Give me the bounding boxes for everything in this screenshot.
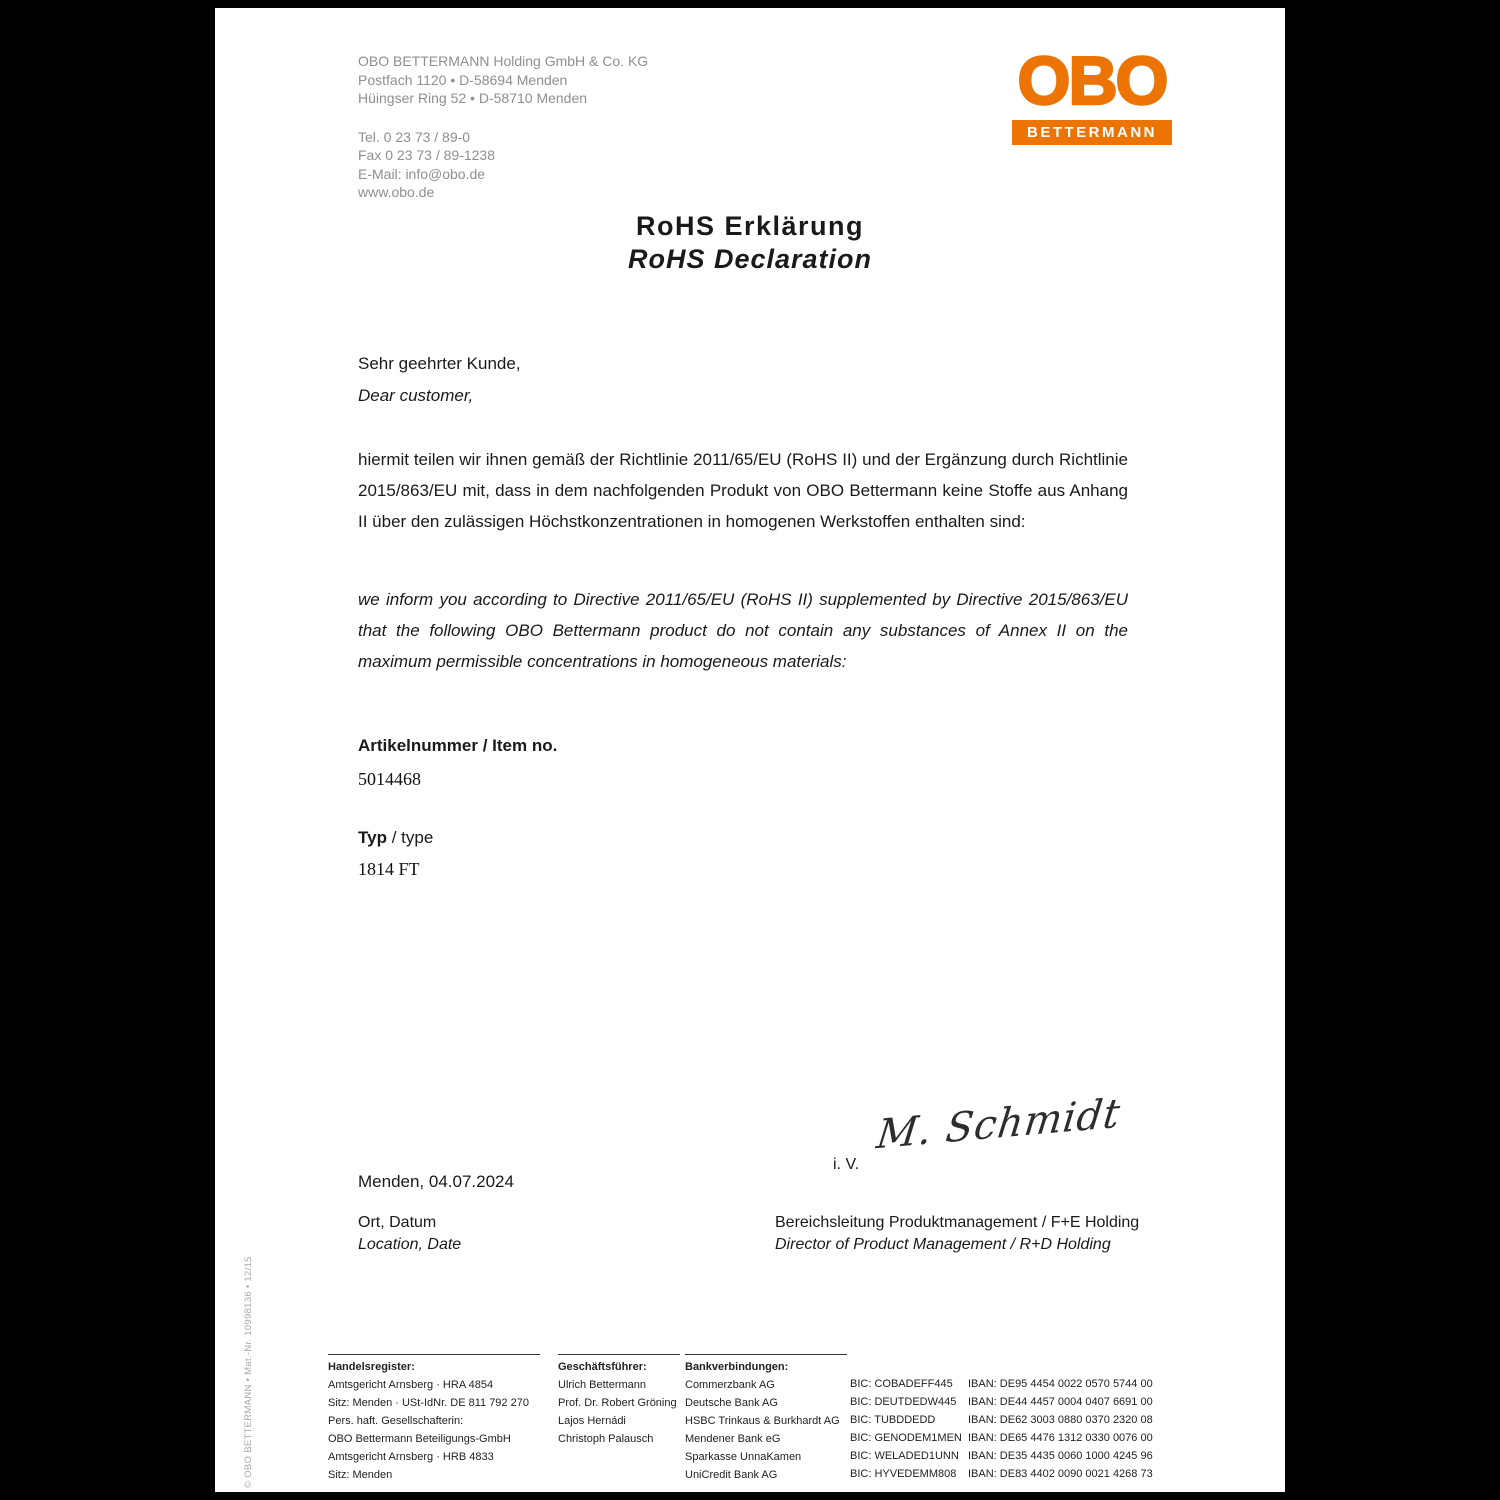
footer-management-header: Geschäftsführer: bbox=[558, 1354, 680, 1376]
sender-fax: Fax 0 23 73 / 89-1238 bbox=[358, 147, 495, 163]
type-label-german: Typ bbox=[358, 828, 387, 847]
sender-email: E-Mail: info@obo.de bbox=[358, 165, 486, 182]
spacer bbox=[358, 108, 648, 128]
sender-address-block bbox=[358, 52, 648, 202]
place-date-label-german: Ort, Datum bbox=[358, 1214, 437, 1231]
footer-bank-bic: BIC: HYVEDEMM808 bbox=[850, 1468, 957, 1480]
sender-website: www.obo.de bbox=[358, 184, 435, 200]
type-label bbox=[358, 828, 433, 848]
footer-iban-column bbox=[968, 1375, 1168, 1483]
footer-bank-bic: BIC: GENODEM1MEN bbox=[850, 1432, 962, 1444]
footer-banking-header: Bankverbindungen: bbox=[685, 1354, 847, 1376]
document-page bbox=[215, 8, 1285, 1492]
salutation-english: Dear customer, bbox=[358, 386, 474, 405]
item-number-value: 5014468 bbox=[358, 769, 421, 789]
footer-register-line: OBO Bettermann Beteiligungs-GmbH bbox=[328, 1433, 511, 1445]
type-label-english: type bbox=[401, 828, 434, 847]
footer-bank-bic: BIC: WELADED1UNN bbox=[850, 1450, 959, 1462]
logo-wordmark: OBO bbox=[1017, 43, 1167, 119]
place-and-date: Menden, 04.07.2024 bbox=[358, 1172, 514, 1191]
type-label-separator: / bbox=[386, 828, 402, 847]
footer-bank-name: Commerzbank AG bbox=[685, 1379, 775, 1391]
title-german: RoHS Erklärung bbox=[635, 211, 865, 241]
footer-register-header: Handelsregister: bbox=[328, 1354, 540, 1376]
footer-bank-name: UniCredit Bank AG bbox=[685, 1469, 778, 1481]
footer-register-line: Pers. haft. Gesellschafterin: bbox=[328, 1415, 464, 1427]
title-english: RoHS Declaration bbox=[627, 244, 873, 274]
item-number-label: Artikelnummer / Item no. bbox=[358, 736, 558, 755]
footer-bank-bic: BIC: DEUTDEDW445 bbox=[850, 1396, 957, 1408]
obo-bettermann-logo bbox=[1012, 43, 1172, 145]
footer-management-line: Ulrich Bettermann bbox=[558, 1379, 647, 1391]
footer-bank-name: Deutsche Bank AG bbox=[685, 1397, 778, 1409]
document-title bbox=[215, 210, 1285, 276]
footer-register-line: Sitz: Menden bbox=[328, 1469, 393, 1481]
footer-bic-column bbox=[850, 1375, 965, 1483]
footer-register-column bbox=[328, 1354, 540, 1484]
footer-bank-iban: IBAN: DE95 4454 0022 0570 5744 00 bbox=[968, 1378, 1153, 1390]
footer-bank-name: Mendener Bank eG bbox=[685, 1433, 781, 1445]
footer-bank-bic: BIC: COBADEFF445 bbox=[850, 1378, 953, 1390]
footer-bank-iban: IBAN: DE62 3003 0880 0370 2320 08 bbox=[968, 1414, 1153, 1426]
sender-company: OBO BETTERMANN Holding GmbH & Co. KG bbox=[358, 53, 649, 69]
type-value: 1814 FT bbox=[358, 859, 420, 879]
footer-register-line: Amtsgericht Arnsberg · HRB 4833 bbox=[328, 1451, 494, 1463]
signature-prefix: i. V. bbox=[833, 1156, 860, 1173]
footer-management-column bbox=[558, 1354, 680, 1448]
footer-register-line: Amtsgericht Arnsberg · HRA 4854 bbox=[328, 1379, 494, 1391]
footer-management-line: Christoph Palausch bbox=[558, 1433, 654, 1445]
footer-bank-iban: IBAN: DE44 4457 0004 0407 6691 00 bbox=[968, 1396, 1153, 1408]
footer-bank-name: HSBC Trinkaus & Burkhardt AG bbox=[685, 1415, 840, 1427]
footer-management-line: Prof. Dr. Robert Gröning bbox=[558, 1397, 677, 1409]
signer-role-english: Director of Product Management / R+D Holding bbox=[775, 1236, 1111, 1253]
place-date-label-english: Location, Date bbox=[358, 1236, 462, 1253]
signer-role-german: Bereichsleitung Produktmanagement / F+E Holding bbox=[775, 1214, 1140, 1231]
sender-address-line: Hüingser Ring 52 • D-58710 Menden bbox=[358, 90, 588, 106]
body-paragraph-german: hiermit teilen wir ihnen gemäß der Richtlinie 2011/65/EU (RoHS II) und der Ergänzung durch Richtlinie 2015/863/EU mit, dass in dem nachfolgenden Produkt von OBO Bettermann keine Stoffe aus Anhang II über den zulässigen Höchstkonzentrationen in homogenen Werkstoffen enthalten sind: bbox=[358, 450, 1128, 531]
footer-bank-iban: IBAN: DE35 4435 0060 1000 4245 96 bbox=[968, 1450, 1153, 1462]
body-paragraph-english: we inform you according to Directive 2011/65/EU (RoHS II) supplemented by Directive 2015/863/EU that the following OBO Bettermann product do not contain any substances of Annex II on the maximum permissible concentrations in homogeneous materials: bbox=[358, 590, 1128, 671]
footer-bank-iban: IBAN: DE83 4402 0090 0021 4268 73 bbox=[968, 1468, 1153, 1480]
footer-register-line: Sitz: Menden · USt-IdNr. DE 811 792 270 bbox=[328, 1397, 529, 1409]
salutation-german: Sehr geehrter Kunde, bbox=[358, 354, 521, 373]
handwritten-signature: M. Schmidt bbox=[874, 1090, 1124, 1159]
material-number-side-note: © OBO BETTERMANN • Mat.-Nr. 10998136 • 12/15 bbox=[243, 1256, 254, 1488]
footer-bank-iban: IBAN: DE65 4476 1312 0330 0076 00 bbox=[968, 1432, 1153, 1444]
logo-subline: BETTERMANN bbox=[1012, 120, 1172, 145]
footer-management-line: Lajos Hernádi bbox=[558, 1415, 626, 1427]
footer-banking-column bbox=[685, 1354, 847, 1484]
sender-phone: Tel. 0 23 73 / 89-0 bbox=[358, 128, 471, 145]
sender-address-line: Postfach 1120 • D-58694 Menden bbox=[358, 71, 568, 88]
footer-bank-bic: BIC: TUBDDEDD bbox=[850, 1414, 936, 1426]
footer-bank-name: Sparkasse UnnaKamen bbox=[685, 1451, 802, 1463]
